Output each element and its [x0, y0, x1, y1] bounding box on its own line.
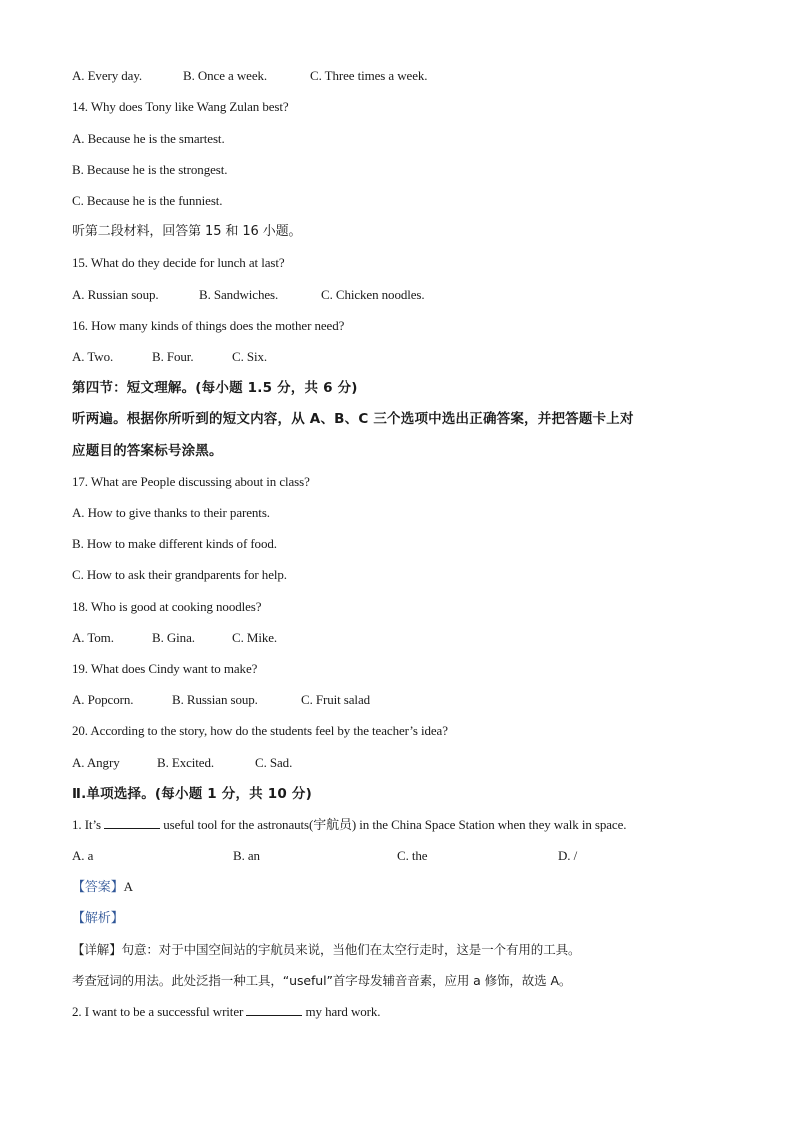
q17-option-c: C. How to ask their grandparents for help.	[72, 567, 287, 582]
mc1-option-d: D. /	[558, 848, 578, 863]
mc1-detail-label: 【详解】	[72, 942, 122, 957]
q17-option-a: A. How to give thanks to their parents.	[72, 505, 270, 520]
q15-option-b: B. Sandwiches.	[199, 287, 279, 302]
q19-options	[72, 692, 370, 708]
q18-options	[72, 630, 277, 646]
q18-option-b: B. Gina.	[152, 630, 195, 645]
part4-instruction-line2: 应题目的答案标号涂黑。	[72, 443, 223, 459]
part2-heading: Ⅱ.单项选择。(每小题 1 分，共 10 分)	[72, 786, 312, 802]
q13-options	[72, 68, 427, 84]
q19-option-c: C. Fruit salad	[301, 692, 371, 707]
mc1-analysis-label: 【解析】	[72, 911, 124, 926]
q15-question: 15. What do they decide for lunch at last?	[72, 255, 285, 270]
q20-question: 20. According to the story, how do the students feel by the teacher’s idea?	[72, 723, 448, 738]
part4-heading: 第四节：短文理解。(每小题 1.5 分，共 6 分)	[72, 380, 358, 396]
mc1-answer-label: 【答案】	[72, 880, 124, 895]
q19-question: 19. What does Cindy want to make?	[72, 661, 258, 676]
mc1-option-b: B. an	[233, 848, 260, 863]
q20-option-b: B. Excited.	[157, 755, 215, 770]
q14-question: 14. Why does Tony like Wang Zulan best?	[72, 99, 289, 114]
q15-options	[72, 287, 425, 303]
q19-option-b: B. Russian soup.	[172, 692, 258, 707]
mc2-question-before: 2. I want to be a successful writer	[72, 1004, 244, 1019]
q13-option-a: A. Every day.	[72, 68, 143, 83]
q20-option-a: A. Angry	[72, 755, 120, 770]
mc1-answer	[72, 879, 133, 896]
mc1-answer-blank	[104, 817, 160, 829]
mc1-explanation: 考查冠词的用法。此处泛指一种工具，“useful”首字母发辅音音素，应用 a 修饰，故选 A。	[72, 973, 572, 988]
q13-option-b: B. Once a week.	[183, 68, 268, 83]
q14-option-c: C. Because he is the funniest.	[72, 193, 223, 208]
mc1-detail-text: 句意：对于中国空间站的宇航员来说，当他们在太空行走时，这是一个有用的工具。	[121, 942, 581, 957]
q15-option-c: C. Chicken noodles.	[321, 287, 425, 302]
q16-options	[72, 349, 267, 365]
q16-option-c: C. Six.	[232, 349, 268, 364]
q14-option-b: B. Because he is the strongest.	[72, 162, 228, 177]
q17-question: 17. What are People discussing about in class?	[72, 474, 310, 489]
mc2-answer-blank	[246, 1004, 302, 1016]
q20-option-c: C. Sad.	[255, 755, 293, 770]
mc1-answer-value: A	[123, 879, 133, 894]
q20-options	[72, 755, 292, 771]
q16-option-b: B. Four.	[152, 349, 194, 364]
q18-question: 18. Who is good at cooking noodles?	[72, 599, 262, 614]
q15-option-a: A. Russian soup.	[72, 287, 159, 302]
mc1-question-after: useful tool for the astronauts(宇航员) in the China Space Station when they walk in space.	[163, 817, 627, 832]
mc1-options	[72, 848, 577, 864]
mc1-question	[72, 817, 626, 833]
section2-instruction: 听第二段材料，回答第 15 和 16 小题。	[72, 224, 302, 239]
q16-question: 16. How many kinds of things does the mother need?	[72, 318, 345, 333]
mc1-detail	[72, 942, 580, 958]
mc2-question	[72, 1004, 380, 1020]
q14-option-a: A. Because he is the smartest.	[72, 131, 225, 146]
q13-option-c: C. Three times a week.	[310, 68, 428, 83]
q19-option-a: A. Popcorn.	[72, 692, 134, 707]
q18-option-c: C. Mike.	[232, 630, 278, 645]
part4-instruction-line1: 听两遍。根据你所听到的短文内容，从 A、B、C 三个选项中选出正确答案，并把答题卡上对	[72, 411, 634, 427]
mc1-option-c: C. the	[397, 848, 428, 863]
q17-option-b: B. How to make different kinds of food.	[72, 536, 277, 551]
mc1-question-before: 1. It’s	[72, 817, 101, 832]
q18-option-a: A. Tom.	[72, 630, 114, 645]
mc1-option-a: A. a	[72, 848, 94, 863]
q16-option-a: A. Two.	[72, 349, 114, 364]
mc2-question-after: my hard work.	[305, 1004, 381, 1019]
